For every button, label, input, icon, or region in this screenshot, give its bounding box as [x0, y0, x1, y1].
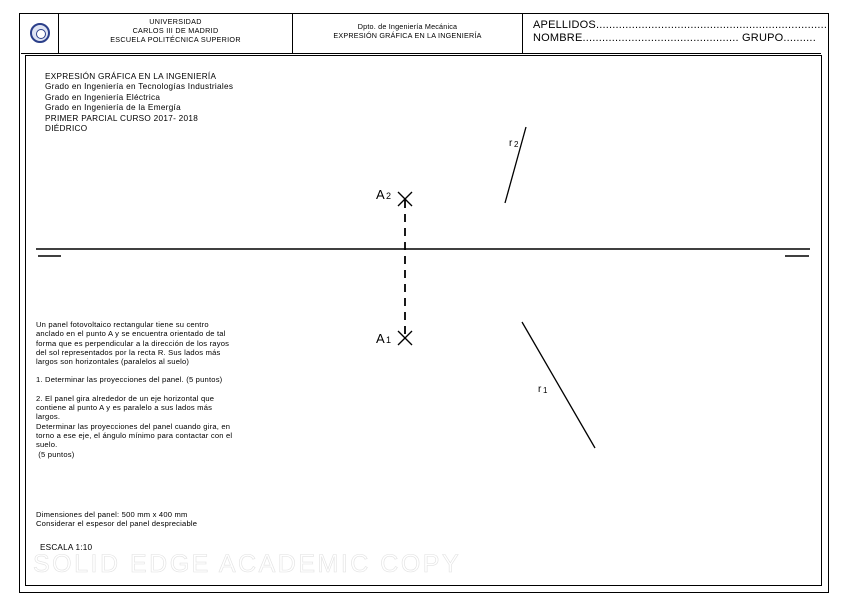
header-line: Grado en Ingeniería en Tecnologías Industriales	[45, 82, 234, 92]
header-line: PRIMER PARCIAL CURSO 2017- 2018	[45, 113, 199, 123]
question-2-line: Determinar las proyecciones del panel cuando gira, en	[36, 421, 231, 431]
statement-line: forma que es perpendicular a la dirección de los rayos	[36, 338, 230, 348]
question-2-line: suelo.	[36, 440, 58, 450]
statement-line: del sol representados por la recta R. Sus lados más	[36, 347, 221, 357]
university-line: CARLOS III DE MADRID	[132, 26, 219, 35]
nombre-field[interactable]: NOMBRE................................................	[533, 31, 739, 44]
panel-dimensions	[36, 510, 197, 529]
line-r1	[522, 322, 595, 448]
dims-line: Dimensiones del panel: 500 mm x 400 mm	[36, 510, 188, 519]
statement-line: anclado en el punto A y se encuentra orientado de tal	[36, 329, 226, 339]
question-2-line: 2. El panel gira alrededor de un eje horizontal que	[36, 393, 215, 403]
question-2-line: largos.	[36, 412, 61, 422]
question-2-line: torno a ese eje, el ángulo mínimo para contactar con el	[36, 430, 233, 440]
header-line: Grado en Ingeniería Eléctrica	[45, 92, 161, 102]
question-2-line: (5 puntos)	[36, 449, 75, 459]
label-r2-sub: 2	[514, 140, 519, 149]
watermark: SOLID EDGE ACADEMIC COPY	[33, 550, 462, 578]
label-r1: r	[538, 384, 542, 395]
header-line: EXPRESIÓN GRÁFICA EN LA INGENIERÍA	[45, 72, 217, 81]
label-a1-sub: 1	[386, 335, 392, 345]
header-line: Grado en Ingeniería de la Emergía	[45, 103, 181, 113]
problem-statement	[36, 320, 298, 459]
apellidos-field[interactable]: APELLIDOS.......................................................................	[533, 19, 828, 31]
label-a2-sub: 2	[386, 191, 392, 201]
university-line: ESCUELA POLITÉCNICA SUPERIOR	[110, 35, 241, 44]
statement-line: largos son horizontales (paralelos al suelo)	[36, 357, 190, 367]
grupo-field[interactable]: GRUPO..........	[742, 31, 816, 44]
department-line: Dpto. de Ingeniería Mecánica	[357, 22, 458, 31]
drawing-scale: ESCALA 1:10	[40, 543, 93, 552]
question-1: 1. Determinar las proyecciones del panel. (5 puntos)	[36, 375, 223, 385]
statement-line: Un panel fotovoltaico rectangular tiene su centro	[36, 320, 209, 329]
dims-line: Considerar el espesor del panel despreciable	[36, 519, 198, 529]
label-a2: A	[376, 187, 385, 202]
department-line: EXPRESIÓN GRÁFICA EN LA INGENIERÍA	[333, 31, 482, 40]
label-r1-sub: 1	[543, 386, 548, 395]
header-line: DIÉDRICO	[45, 124, 88, 134]
label-a1: A	[376, 331, 385, 346]
question-2-line: contiene al punto A y es paralelo a sus lados más	[36, 403, 213, 413]
university-line: UNIVERSIDAD	[149, 17, 202, 26]
label-r2: r	[509, 138, 513, 149]
